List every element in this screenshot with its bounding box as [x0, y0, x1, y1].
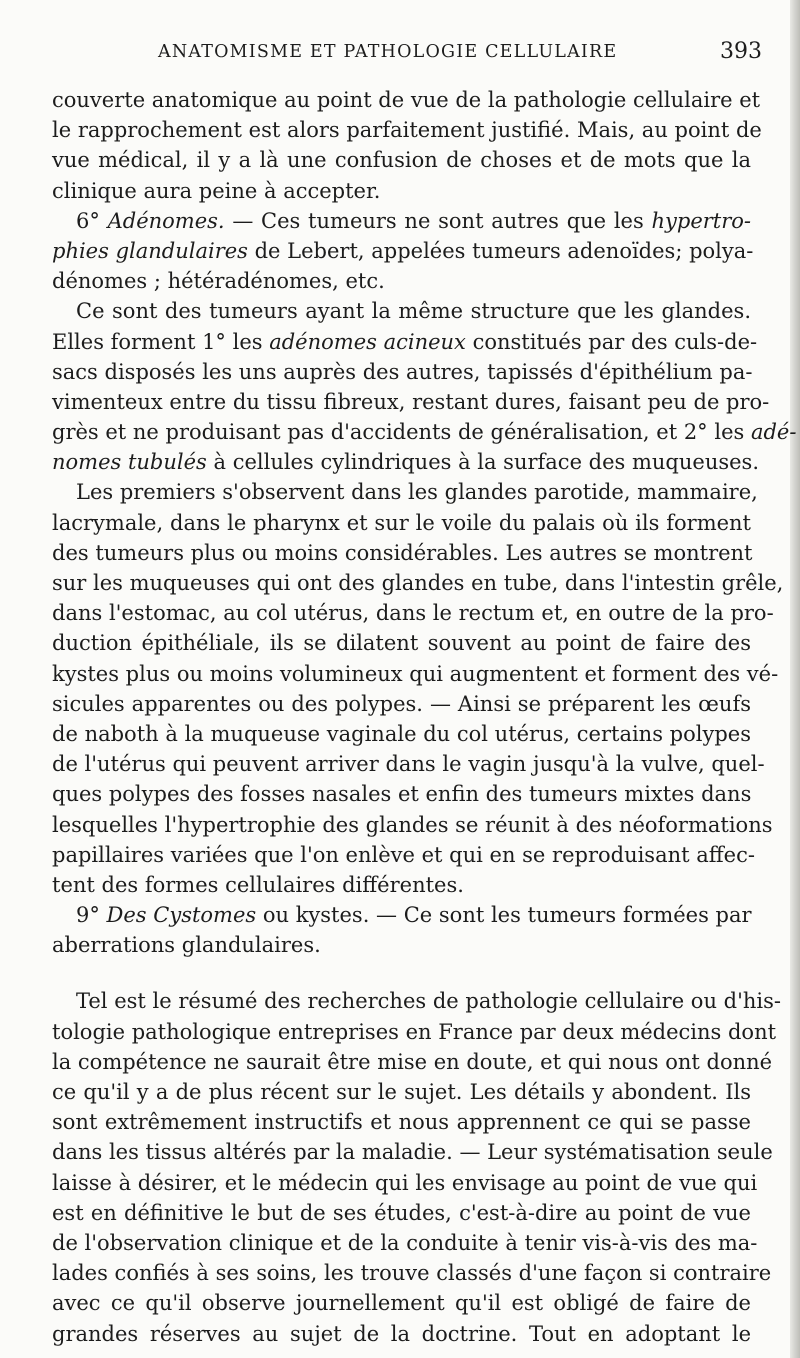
text-line: sur les muqueuses qui ont des glandes en tube, dans l'intestin grêle, [52, 571, 784, 595]
italic-segment: hypertro- [651, 208, 751, 233]
paragraph-summary [52, 986, 781, 1348]
text-segment: à cellules cylindriques à la surface des muqueuses. [206, 450, 760, 475]
text-segment: ou kystes. — Ce sont les tumeurs formées par [256, 903, 752, 928]
paragraph-continued [52, 85, 762, 206]
text-line: de naboth à la muqueuse vaginale du col utérus, certains polypes [52, 721, 751, 746]
italic-segment: nomes tubulés [52, 450, 207, 475]
text-line: vimenteux entre du tissu fibreux, restant dures, faisant peu de pro- [52, 389, 770, 414]
italic-segment: adénomes acineux [269, 329, 466, 354]
page-number: 393 [720, 39, 762, 64]
text-line: ce qu'il y a de plus récent sur le sujet. Les détails y abondent. Ils [52, 1080, 751, 1104]
text-line [52, 206, 751, 236]
text-line: Ce sont des tumeurs ayant la même structure que les glandes. [76, 299, 751, 324]
text-line: tologie pathologique entreprises en France par deux médecins dont [52, 1019, 777, 1044]
text-line: clinique aura peine à accepter. [52, 178, 381, 203]
text-line: Tel est le résumé des recherches de pathologie cellulaire ou d'his- [76, 989, 781, 1014]
text-line: est en définitive le but de ses études, c'est-à-dire au point de vue [52, 1200, 751, 1225]
text-segment: — Ces tumeurs ne sont autres que les [224, 208, 652, 233]
text-line: dénomes ; hétéradénomes, etc. [52, 269, 385, 294]
text-line: aberrations glandulaires. [52, 933, 321, 958]
section-adenomes-cystomes [52, 206, 797, 961]
italic-segment: adé- [750, 420, 797, 445]
text-segment: 6° [76, 208, 108, 233]
text-line: papillaires variées que l'on enlève et qui en se reproduisant affec- [52, 842, 755, 867]
italic-segment: phies glandulaires [52, 238, 248, 263]
text-line: lesquelles l'hypertrophie des glandes se réunit à des néoformations [52, 812, 773, 837]
text-line: la compétence ne saurait être mise en doute, et qui nous ont donné [52, 1049, 773, 1074]
text-line: kystes plus ou moins volumineux qui augmentent et forment des vé- [52, 661, 779, 686]
text-line: dans l'estomac, au col utérus, dans le rectum et, en outre de la pro- [52, 601, 774, 626]
text-line: le rapprochement est alors parfaitement justifié. Mais, au point de [52, 118, 762, 143]
text-line: couverte anatomique au point de vue de la pathologie cellulaire et [52, 88, 761, 112]
text-line [52, 900, 751, 930]
text-line [52, 417, 797, 447]
italic-segment: Des Cystomes [106, 903, 257, 928]
text-line: vue médical, il y a là une confusion de choses et de mots que la [52, 148, 751, 173]
italic-segment: Adénomes. [107, 208, 225, 233]
page-edge-shadow [790, 0, 800, 1358]
text-line: de l'observation clinique et de la conduite à tenir vis-à-vis des ma- [52, 1230, 758, 1255]
text-line: des tumeurs plus ou moins considérables. Les autres se montrent [52, 540, 753, 565]
text-line [52, 327, 758, 357]
text-line: sont extrêmement instructifs et nous apprennent ce qui se passe [52, 1110, 751, 1135]
text-segment: Elles forment 1° les [52, 329, 270, 354]
running-head: ANATOMISME ET PATHOLOGIE CELLULAIRE [158, 42, 618, 62]
text-line: sacs disposés les uns auprès des autres, tapissés d'épithélium pa- [52, 359, 753, 384]
text-line: de l'utérus qui peuvent arriver dans le vagin jusqu'à la vulve, quel- [52, 752, 765, 777]
text-segment: de Lebert, appelées tumeurs adenoïdes; polya- [247, 238, 754, 263]
text-line: Les premiers s'observent dans les glandes parotide, mammaire, [76, 480, 758, 505]
text-segment: constitués par des culs-de- [465, 329, 758, 354]
text-segment: 9° [76, 903, 107, 928]
text-line: duction épithéliale, ils se dilatent souvent au point de faire des [52, 631, 751, 656]
text-line: laisse à désirer, et le médecin qui les envisage au point de vue qui [52, 1170, 758, 1195]
text-line [52, 236, 754, 266]
text-line: tent des formes cellulaires différentes. [52, 872, 464, 897]
text-line: lades confiés à ses soins, les trouve classés d'une façon si contraire [52, 1261, 772, 1286]
text-line: ques polypes des fosses nasales et enfin des tumeurs mixtes dans [52, 782, 752, 807]
text-line: sicules apparentes ou des polypes. — Ainsi se préparent les œufs [52, 691, 751, 716]
text-line: grandes réserves au sujet de la doctrine. Tout en adoptant le [52, 1321, 751, 1346]
body-text [52, 85, 797, 1349]
text-segment: grès et ne produisant pas d'accidents de généralisation, et 2° les [52, 420, 751, 445]
text-line: lacrymale, dans le pharynx et sur le voile du palais où ils forment [52, 510, 751, 535]
text-line: avec ce qu'il observe journellement qu'il est obligé de faire de [52, 1291, 751, 1316]
paragraph-gap [52, 960, 751, 986]
page-header [50, 38, 762, 78]
text-line: dans les tissus altérés par la maladie. — Leur systématisation seule [52, 1140, 773, 1165]
text-line [52, 447, 760, 477]
